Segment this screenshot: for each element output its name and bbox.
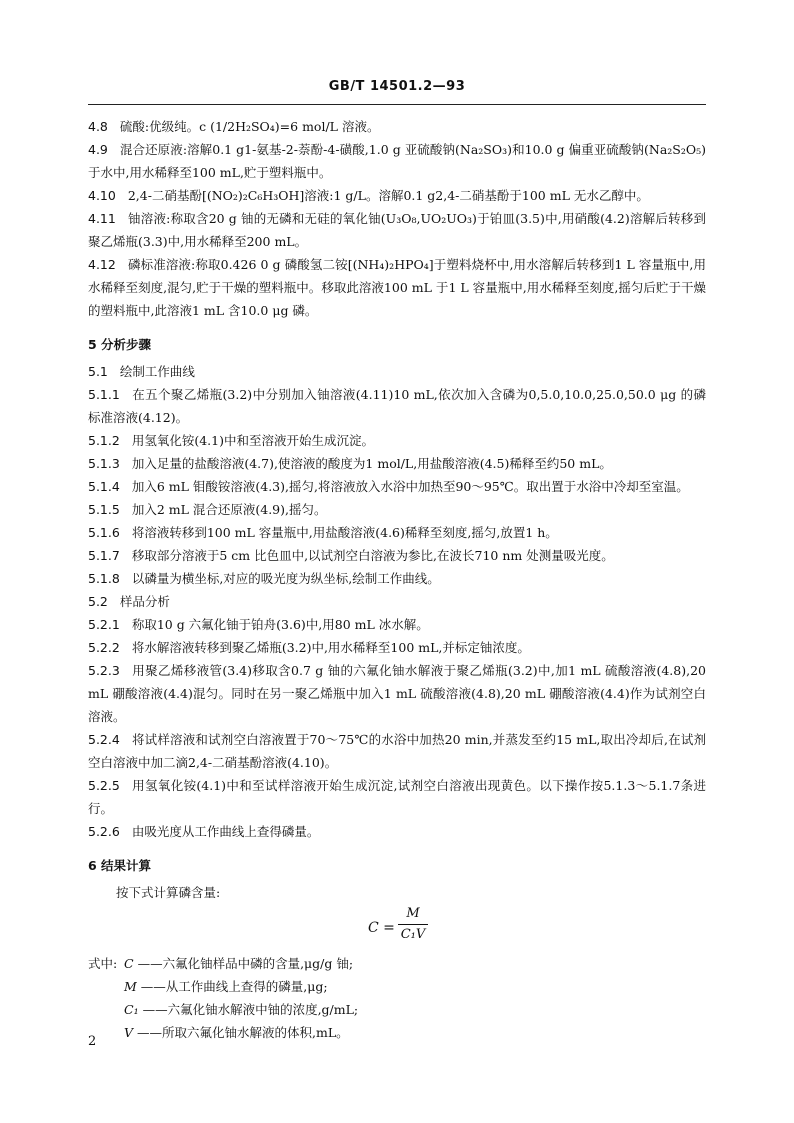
clause-5-1-6: 5.1.6 将溶液转移到100 mL 容量瓶中,用盐酸溶液(4.6)稀释至刻度,摇匀,放置1 h。 (88, 525, 558, 540)
subsection-5-1: 5.1 绘制工作曲线 (88, 364, 195, 379)
document-code: GB/T 14501.2—93 (328, 79, 466, 94)
variable-definitions (88, 952, 706, 1044)
header-rule (88, 104, 706, 105)
subsection-5-2: 5.2 样品分析 (88, 594, 170, 609)
variable-row: 式中: C ——六氟化铀样品中磷的含量,μg/g 铀; (88, 956, 354, 971)
clause-5-1-4: 5.1.4 加入6 mL 钼酸铵溶液(4.3),摇匀,将溶液放入水浴中加热至90～95℃。取出置于水浴中冷却至室温。 (88, 479, 689, 494)
clause-5-2-6: 5.2.6 由吸光度从工作曲线上查得磷量。 (88, 824, 320, 839)
clause-5-1-8: 5.1.8 以磷量为横坐标,对应的吸光度为纵坐标,绘制工作曲线。 (88, 571, 440, 586)
result-formula (88, 906, 706, 952)
clause-4-11: 4.11 铀溶液:称取含20 g 铀的无磷和无硅的氧化铀(U₃O₈,UO₂UO₃)于铂皿(3.5)中,用硝酸(4.2)溶解后转移到聚乙烯瓶(3.3)中,用水稀释至200 mL。 (88, 211, 706, 249)
variable-row: C₁ ——六氟化铀水解液中铀的浓度,g/mL; (124, 1002, 359, 1017)
page-number: 2 (88, 1034, 97, 1049)
formula-intro: 按下式计算磷含量: (116, 885, 221, 900)
formula-fraction (398, 906, 428, 943)
clause-5-2-2: 5.2.2 将水解溶液转移到聚乙烯瓶(3.2)中,用水稀释至100 mL,并标定铀浓度。 (88, 640, 530, 655)
clause-5-2-1: 5.2.1 称取10 g 六氟化铀于铂舟(3.6)中,用80 mL 冰水解。 (88, 617, 429, 632)
clause-5-1-1: 5.1.1 在五个聚乙烯瓶(3.2)中分别加入铀溶液(4.11)10 mL,依次加入含磷为0,5.0,10.0,25.0,50.0 μg 的磷标准溶液(4.12)。 (88, 387, 706, 425)
clause-5-2-4: 5.2.4 将试样溶液和试剂空白溶液置于70～75℃的水浴中加热20 min,并蒸发至约15 mL,取出冷却后,在试剂空白溶液中加二滴2,4-二硝基酚溶液(4.10)。 (88, 732, 706, 770)
section-6-title: 6 结果计算 (88, 858, 152, 873)
formula-denominator: C₁V (400, 927, 426, 942)
variable-row: M ——从工作曲线上查得的磷量,μg; (124, 979, 328, 994)
clause-4-8: 4.8 硫酸:优级纯。c (1/2H₂SO₄)=6 mol/L 溶液。 (88, 119, 380, 134)
clause-4-12: 4.12 磷标准溶液:称取0.426 0 g 磷酸氢二铵[(NH₄)₂HPO₄]于塑料烧杯中,用水溶解后转移到1 L 容量瓶中,用水稀释至刻度,混匀,贮于干燥的塑料瓶中。移取此溶液100 mL 于1 L 容量瓶中,用水稀释至刻度,摇匀后贮于干燥的塑料瓶中,此溶液1 mL 含10.0 μg 磷。 (88, 257, 706, 318)
clause-5-1-5: 5.1.5 加入2 mL 混合还原液(4.9),摇匀。 (88, 502, 327, 517)
formula-numerator: M (406, 906, 420, 921)
formula-lhs: C = (368, 920, 395, 936)
clause-4-10: 4.10 2,4-二硝基酚[(NO₂)₂C₆H₃OH]溶液:1 g/L。溶解0.1 g2,4-二硝基酚于100 mL 无水乙醇中。 (88, 188, 649, 203)
clause-4-9: 4.9 混合还原液:溶解0.1 g1-氨基-2-萘酚-4-磺酸,1.0 g 亚硫酸钠(Na₂SO₃)和10.0 g 偏重亚硫酸钠(Na₂S₂O₅)于水中,用水稀释至100 mL,贮于塑料瓶中。 (88, 142, 706, 180)
clause-5-1-7: 5.1.7 移取部分溶液于5 cm 比色皿中,以试剂空白溶液为参比,在波长710 nm 处测量吸光度。 (88, 548, 614, 563)
variable-row: V ——所取六氟化铀水解液的体积,mL。 (124, 1025, 349, 1040)
clause-5-2-3: 5.2.3 用聚乙烯移液管(3.4)移取含0.7 g 铀的六氟化铀水解液于聚乙烯瓶(3.2)中,加1 mL 硫酸溶液(4.8),20 mL 硼酸溶液(4.4)混匀。同时在另一聚乙烯瓶中加入1 mL 硫酸溶液(4.8),20 mL 硼酸溶液(4.4)作为试剂空白溶液。 (88, 663, 706, 724)
fraction-bar (398, 924, 428, 925)
clause-5-1-3: 5.1.3 加入足量的盐酸溶液(4.7),使溶液的酸度为1 mol/L,用盐酸溶液(4.5)稀释至约50 mL。 (88, 456, 612, 471)
document-body (88, 115, 706, 1044)
clause-5-1-2: 5.1.2 用氢氧化铵(4.1)中和至溶液开始生成沉淀。 (88, 433, 374, 448)
section-5-title: 5 分析步骤 (88, 337, 152, 352)
clause-5-2-5: 5.2.5 用氢氧化铵(4.1)中和至试样溶液开始生成沉淀,试剂空白溶液出现黄色。以下操作按5.1.3～5.1.7条进行。 (88, 778, 706, 816)
